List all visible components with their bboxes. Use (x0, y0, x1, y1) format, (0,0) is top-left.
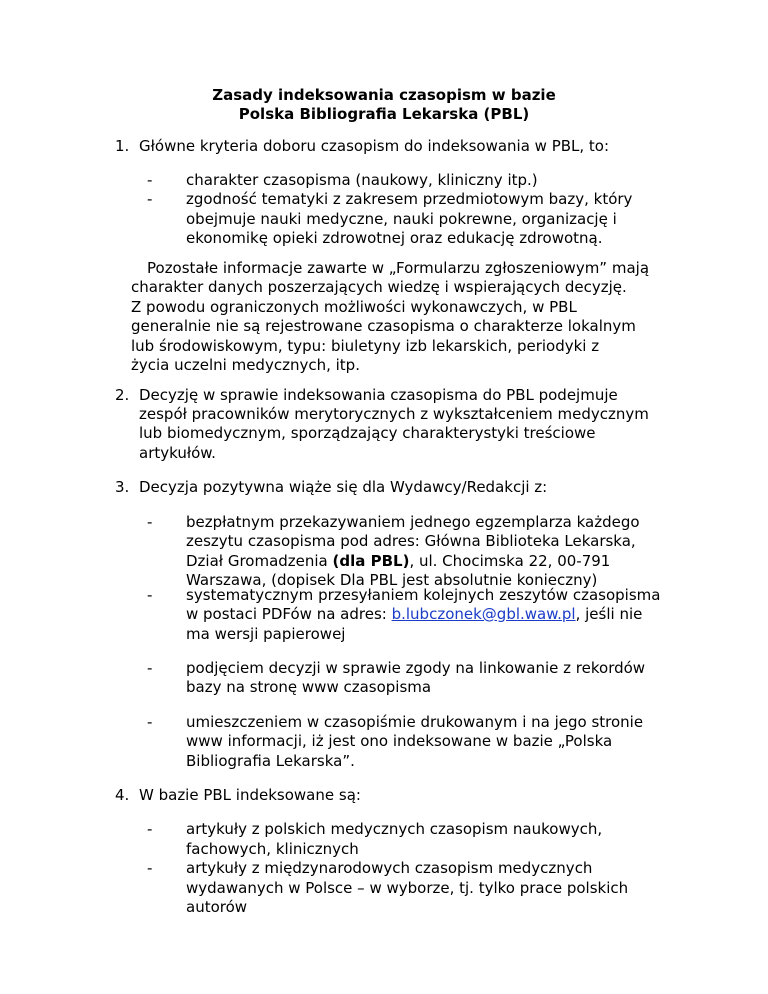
document-title-line1: Zasady indeksowania czasopism w bazie (212, 86, 556, 104)
s2-line1: Decyzję w sprawie indeksowania czasopisma do PBL podejmuje (139, 386, 618, 404)
s2-line4: artykułów. (139, 444, 216, 462)
section-1-number: 1. (115, 137, 130, 155)
s1-note-line4: generalnie nie są rejestrowane czasopisma o charakterze lokalnym (131, 317, 636, 335)
section-4-number: 4. (115, 786, 130, 804)
bullet-dash: - (147, 820, 153, 838)
s1-note-line2: charakter danych poszerzających wiedzę i wspierających decyzję. (131, 278, 627, 296)
document-title-line2: Polska Bibliografia Lekarska (PBL) (238, 105, 530, 123)
section-3-number: 3. (115, 478, 130, 496)
s1-bullet-2-line2: obejmuje nauki medyczne, nauki pokrewne, organizację i (186, 210, 617, 228)
s3-b3-line2: bazy na stronę www czasopisma (186, 678, 432, 696)
s3-b3-line1: podjęciem decyzji w sprawie zgody na linkowanie z rekordów (186, 659, 646, 677)
s3-b1-line1: bezpłatnym przekazywaniem jednego egzemplarza każdego (186, 513, 640, 531)
s3-b1-line3-pre: Dział Gromadzenia (186, 552, 333, 570)
s4-b2-line3: autorów (186, 898, 248, 916)
s4-b1-line2: fachowych, klinicznych (186, 840, 359, 858)
section-1-heading: Główne kryteria doboru czasopism do indeksowania w PBL, to: (139, 137, 610, 155)
s3-b4-line2: www informacji, iż jest ono indeksowane w bazie „Polska (186, 732, 613, 750)
s3-b2-line2-pre: w postaci PDFów na adres: (186, 605, 392, 623)
s1-bullet-1: charakter czasopisma (naukowy, kliniczny itp.) (186, 171, 538, 189)
s1-note-line1: Pozostałe informacje zawarte w „Formularzu zgłoszeniowym” mają (147, 259, 650, 277)
s1-note-line6: życia uczelni medycznych, itp. (131, 356, 360, 374)
bullet-dash: - (147, 190, 153, 208)
s2-line2: zespół pracowników merytorycznych z wykształceniem medycznym (139, 405, 649, 423)
s3-b1-line2: zeszytu czasopisma pod adres: Główna Biblioteka Lekarska, (186, 532, 636, 550)
s3-b1-line4: Warszawa, (dopisek Dla PBL jest absolutnie konieczny) (186, 571, 598, 589)
bullet-dash: - (147, 171, 153, 189)
email-link[interactable]: b.lubczonek@gbl.waw.pl (391, 605, 576, 623)
section-4-heading: W bazie PBL indeksowane są: (139, 786, 361, 804)
bullet-dash: - (147, 859, 153, 877)
bullet-dash: - (147, 659, 153, 677)
s3-b2-line2-post: , jeśli nie (575, 605, 643, 623)
s3-b1-line3 (186, 552, 610, 572)
s2-line3: lub biomedycznym, sporządzający charakterystyki treściowe (139, 424, 596, 442)
s3-b2-line1: systematycznym przesyłaniem kolejnych zeszytów czasopisma (186, 586, 661, 604)
s3-b1-line3-post: , ul. Chocimska 22, 00-791 (409, 552, 611, 570)
s3-b2-line2 (186, 605, 642, 625)
s1-bullet-2-line1: zgodność tematyki z zakresem przedmiotowym bazy, który (186, 190, 633, 208)
s3-b1-line3-bold: (dla PBL) (332, 552, 410, 570)
s3-b2-line3: ma wersji papierowej (186, 625, 346, 643)
section-3-heading: Decyzja pozytywna wiąże się dla Wydawcy/Redakcji z: (139, 478, 548, 496)
s4-b2-line2: wydawanych w Polsce – w wyborze, tj. tylko prace polskich (186, 879, 629, 897)
s4-b2-line1: artykuły z międzynarodowych czasopism medycznych (186, 859, 593, 877)
bullet-dash: - (147, 713, 153, 731)
s1-note-line3: Z powodu ograniczonych możliwości wykonawczych, w PBL (131, 298, 577, 316)
s3-b4-line1: umieszczeniem w czasopiśmie drukowanym i na jego stronie (186, 713, 644, 731)
s4-b1-line1: artykuły z polskich medycznych czasopism naukowych, (186, 820, 603, 838)
bullet-dash: - (147, 586, 153, 604)
s1-bullet-2-line3: ekonomikę opieki zdrowotnej oraz edukację zdrowotną. (186, 229, 603, 247)
section-2-number: 2. (115, 386, 130, 404)
bullet-dash: - (147, 513, 153, 531)
s1-note-line5: lub środowiskowym, typu: biuletyny izb lekarskich, periodyki z (131, 337, 600, 355)
s3-b4-line3: Bibliografia Lekarska”. (186, 752, 355, 770)
